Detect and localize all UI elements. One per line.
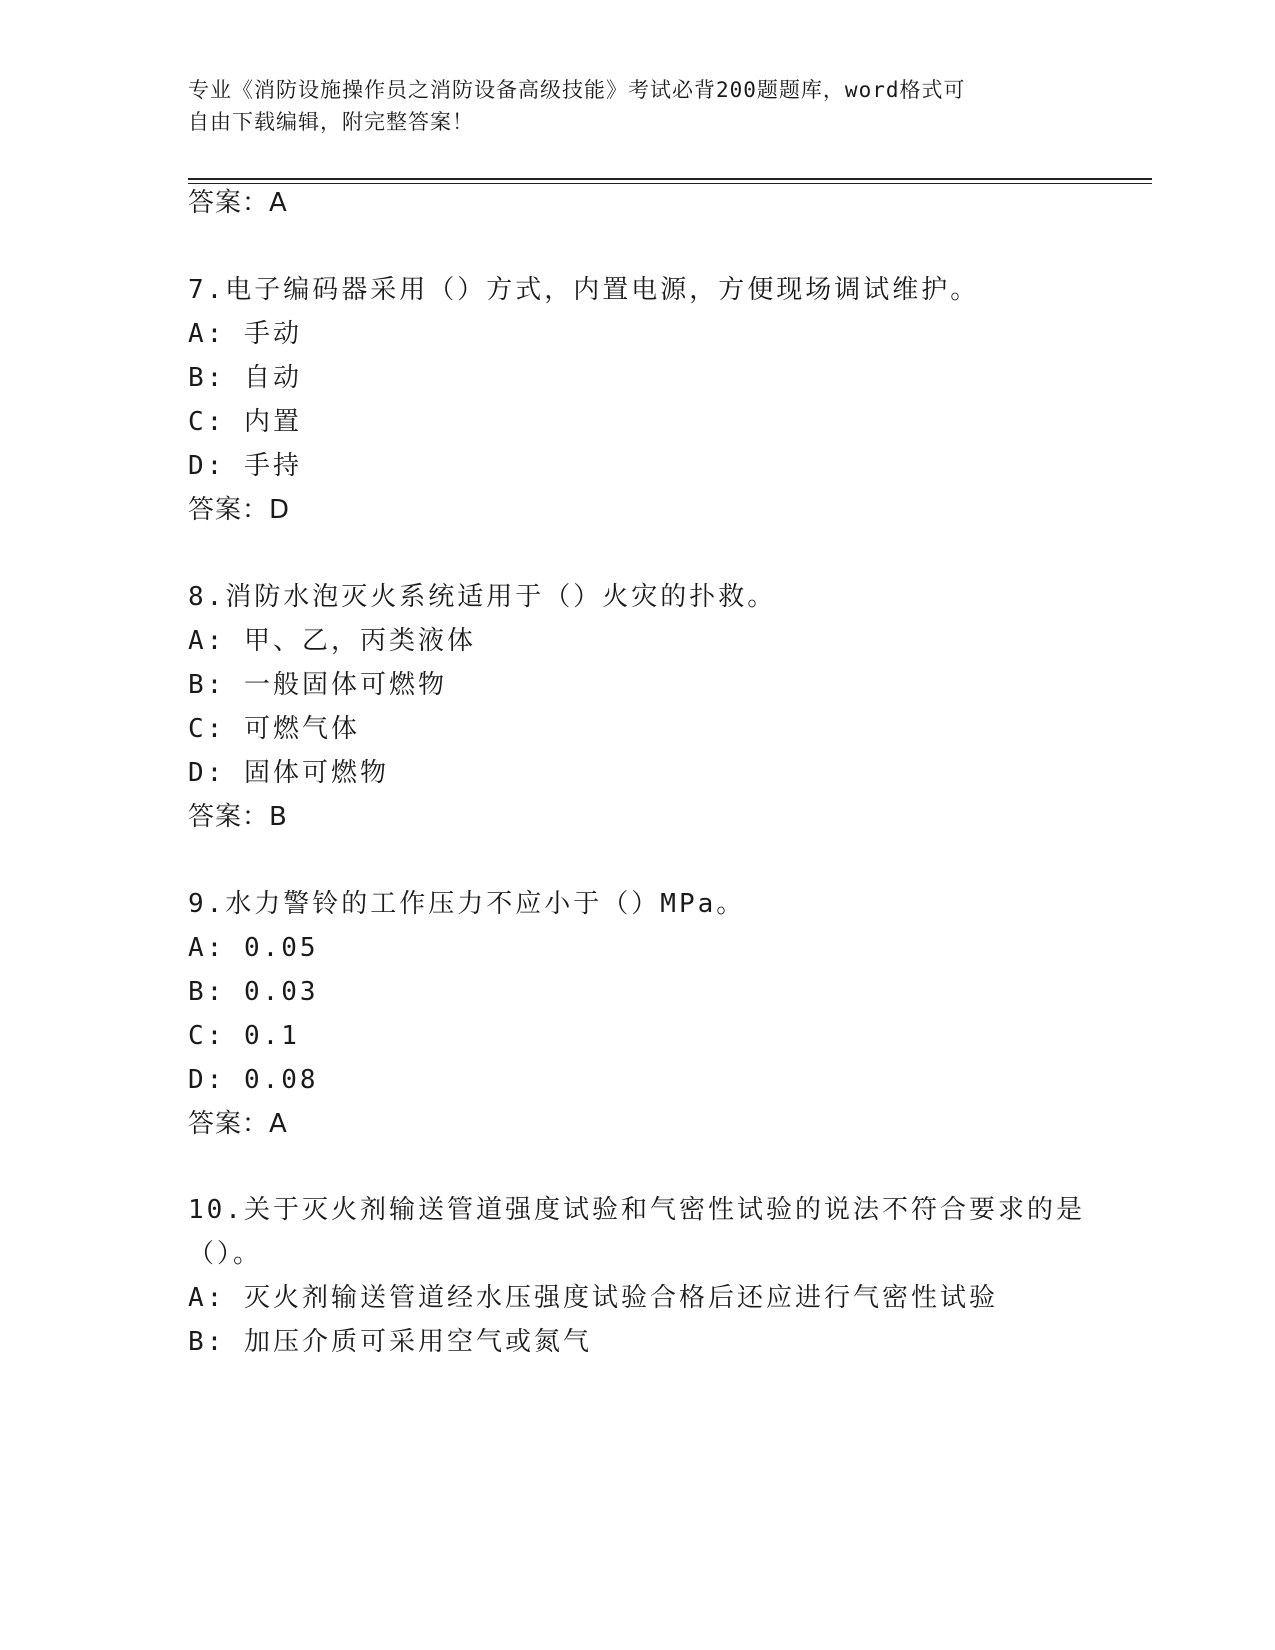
question-10-option-b: B: 加压介质可采用空气或氮气 [188,1327,592,1357]
question-7-option-a: A: 手动 [188,319,302,349]
answer-previous: 答案：A [188,188,288,218]
question-10-stem: 10.关于灭火剂输送管道强度试验和气密性试验的说法不符合要求的是 [188,1195,1085,1225]
question-8-option-d: D: 固体可燃物 [188,758,389,788]
question-7-option-c: C: 内置 [188,407,302,437]
question-8-option-b: B: 一般固体可燃物 [188,670,447,700]
header-rule-thin [188,183,1152,184]
document-header [188,74,1068,138]
header-rule-thick [188,178,1152,180]
question-8-option-c: C: 可燃气体 [188,714,360,744]
question-10-option-a: A: 灭火剂输送管道经水压强度试验合格后还应进行气密性试验 [188,1283,998,1313]
question-7-option-b: B: 自动 [188,363,302,393]
question-9-option-b: B: 0.03 [188,977,319,1007]
question-10-stem-continuation: （）。 [188,1239,263,1269]
question-7-stem: 7.电子编码器采用（）方式，内置电源，方便现场调试维护。 [188,275,980,305]
question-8-stem: 8.消防水泡灭火系统适用于（）火灾的扑救。 [188,582,777,612]
question-9-option-a: A: 0.05 [188,933,319,963]
question-8-option-a: A: 甲、乙，丙类液体 [188,626,476,656]
header-line-1: 专业《消防设施操作员之消防设备高级技能》考试必背200题题库，word格式可 [188,78,966,102]
question-9-answer: 答案：A [188,1109,288,1139]
header-line-2: 自由下载编辑，附完整答案！ [188,110,474,134]
question-7-option-d: D: 手持 [188,451,302,481]
question-7-answer: 答案：D [188,495,291,525]
question-8-answer: 答案：B [188,802,288,832]
question-9-stem: 9.水力警铃的工作压力不应小于（）MPa。 [188,889,746,919]
question-9-option-c: C: 0.1 [188,1021,300,1051]
question-9-option-d: D: 0.08 [188,1065,319,1095]
